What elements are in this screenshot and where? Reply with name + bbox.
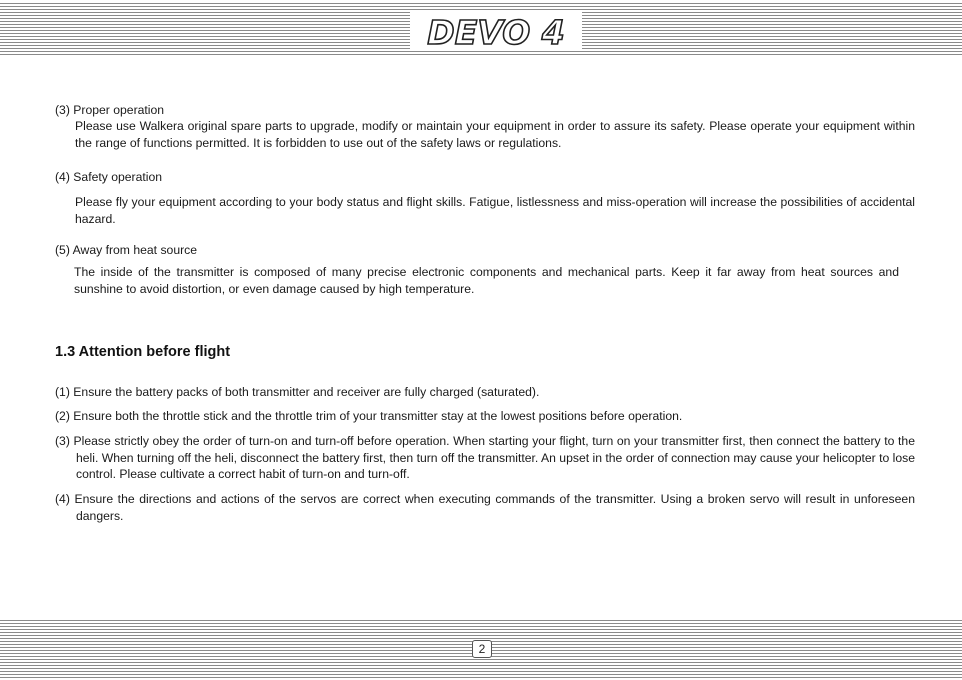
logo-text: DEVO 4 <box>427 13 565 50</box>
attention-item-3: (3) Please strictly obey the order of turn-on and turn-off before operation. When starting your flight, turn on your transmitter first, then connect the battery to the heli. When turning off the heli, disconnect the battery first, then turn off the transmitter. An upset in the order of connection may cause your helicopter to lose control. Please cultivate a correct habit of turn-on and turn-off. <box>55 434 915 481</box>
safety-operation-body: Please fly your equipment according to your body status and flight skills. Fatigue, listlessness and miss-operation will increase the possibilities of accidental hazard. <box>75 195 915 226</box>
devo-4-logo <box>410 12 582 50</box>
attention-item-1: (1) Ensure the battery packs of both transmitter and receiver are fully charged (saturated). <box>55 385 540 399</box>
proper-operation-body: Please use Walkera original spare parts to upgrade, modify or maintain your equipment in order to assure its safety. Please operate your equipment within the range of functions permitted. It is forbidden to use out of the safety laws or regulations. <box>75 119 915 150</box>
attention-item-2: (2) Ensure both the throttle stick and the throttle trim of your transmitter stay at the lowest positions before operation. <box>55 409 683 423</box>
page-number: 2 <box>472 640 492 658</box>
proper-operation-title: (3) Proper operation <box>55 103 165 117</box>
attention-item-4: (4) Ensure the directions and actions of the servos are correct when executing commands of the transmitter. Using a broken servo will result in unforeseen dangers. <box>55 492 915 523</box>
heat-source-body: The inside of the transmitter is composed of many precise electronic components and mechanical parts. Keep it far away from heat sources and sunshine to avoid distortion, or even damage caused by high temperature. <box>74 265 899 296</box>
heat-source-title: (5) Away from heat source <box>55 243 198 257</box>
section-heading: 1.3 Attention before flight <box>55 344 231 360</box>
safety-operation-title: (4) Safety operation <box>55 170 163 184</box>
